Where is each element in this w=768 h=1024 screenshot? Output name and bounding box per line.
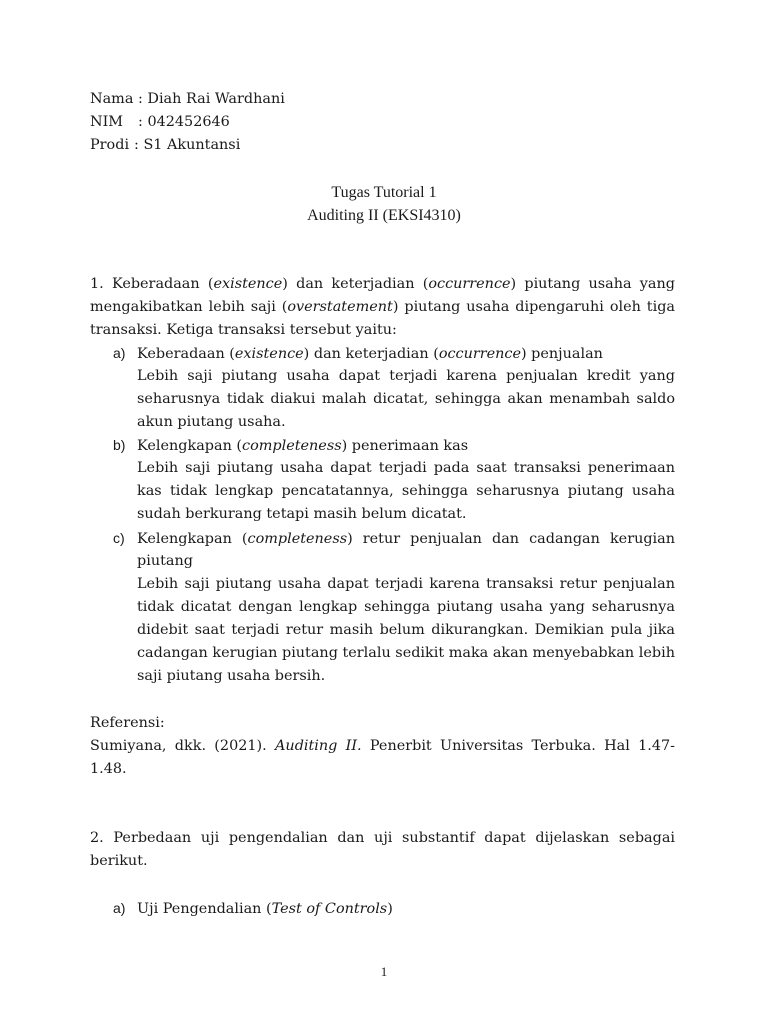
section2-item-a-marker: a) (113, 900, 126, 916)
referensi-citation (90, 735, 675, 781)
item-c-heading-line-2: piutang (137, 553, 193, 569)
nim-value: 042452646 (147, 114, 230, 130)
item-c-body-line: didebit saat terjadi retur masih belum dikurangkan. Demikian pula jika (137, 622, 675, 638)
item-a-body (137, 365, 675, 434)
section1-intro-line-3: transaksi. Ketiga transaksi tersebut yaitu: (90, 322, 397, 338)
section1-intro (90, 273, 675, 342)
section2-intro-line-1: 2. Perbedaan uji pengendalian dan uji substantif dapat dijelaskan sebagai (90, 830, 675, 846)
item-b-marker: b) (113, 437, 126, 453)
item-c-heading (113, 527, 675, 573)
item-a-body-line: Lebih saji piutang usaha dapat terjadi karena penjualan kredit yang (137, 368, 675, 384)
section2-intro (90, 827, 675, 873)
item-a-body-line: seharusnya tidak diakui malah dicatat, sehingga akan menambah saldo (137, 391, 675, 407)
item-b-body-line: sudah berkurang tetapi masih belum dicatat. (137, 506, 467, 522)
item-c-body-line: saji piutang usaha bersih. (137, 668, 326, 684)
item-b-body-line: Lebih saji piutang usaha dapat terjadi pada saat transaksi penerimaan (137, 460, 675, 476)
item-c-heading-line-1: c) Kelengkapan (completeness) retur penjualan dan cadangan kerugian (113, 527, 675, 550)
nim-label: NIM (90, 114, 124, 130)
nama-line: Nama : Diah Rai Wardhani (90, 91, 285, 107)
nama-value: Diah Rai Wardhani (147, 91, 285, 107)
item-a-heading: a) Keberadaan (existence) dan keterjadian (occurrence) penjualan (113, 342, 675, 366)
nim-line: NIM : 042452646 (90, 111, 230, 134)
item-b-body (137, 457, 675, 526)
section2-intro-line-2: berikut. (90, 853, 148, 869)
referensi-line-2: 1.48. (90, 761, 127, 777)
item-c-body-line: cadangan kerugian piutang terlalu sedikit maka akan menyebabkan lebih (137, 645, 675, 661)
title-line-1: Tugas Tutorial 1 (331, 184, 437, 201)
item-a-marker: a) (113, 345, 126, 361)
page-number: 1 (380, 964, 388, 979)
item-c-body (137, 573, 675, 688)
item-a-body-line: akun piutang usaha. (137, 414, 286, 430)
item-c-body-line: tidak dicatat dengan lengkap sehingga piutang usaha yang seharusnya (137, 599, 675, 615)
item-b-body-line: kas tidak lengkap pencatatannya, sehingga seharusnya piutang usaha (137, 483, 675, 499)
prodi-value: S1 Akuntansi (143, 137, 241, 153)
item-b-heading: b) Kelengkapan (completeness) penerimaan kas (113, 434, 675, 458)
prodi-label: Prodi (90, 137, 130, 153)
referensi-label: Referensi: (90, 715, 165, 731)
prodi-line: Prodi : S1 Akuntansi (90, 134, 240, 157)
item-c-marker: c) (113, 530, 125, 546)
item-c-body-line: Lebih saji piutang usaha dapat terjadi karena transaksi retur penjualan (137, 576, 675, 592)
nama-label: Nama (90, 91, 134, 107)
section1-intro-line-1: 1. Keberadaan (existence) dan keterjadian (occurrence) piutang usaha yang (90, 276, 675, 292)
referensi-line-1: Sumiyana, dkk. (2021). Auditing II. Penerbit Universitas Terbuka. Hal 1.47- (90, 738, 675, 754)
section1-intro-line-2: mengakibatkan lebih saji (overstatement) piutang usaha dipengaruhi oleh tiga (90, 299, 675, 315)
section2-item-a-heading: a) Uji Pengendalian (Test of Controls) (113, 897, 675, 921)
title-line-2: Auditing II (EKSI4310) (307, 207, 461, 224)
